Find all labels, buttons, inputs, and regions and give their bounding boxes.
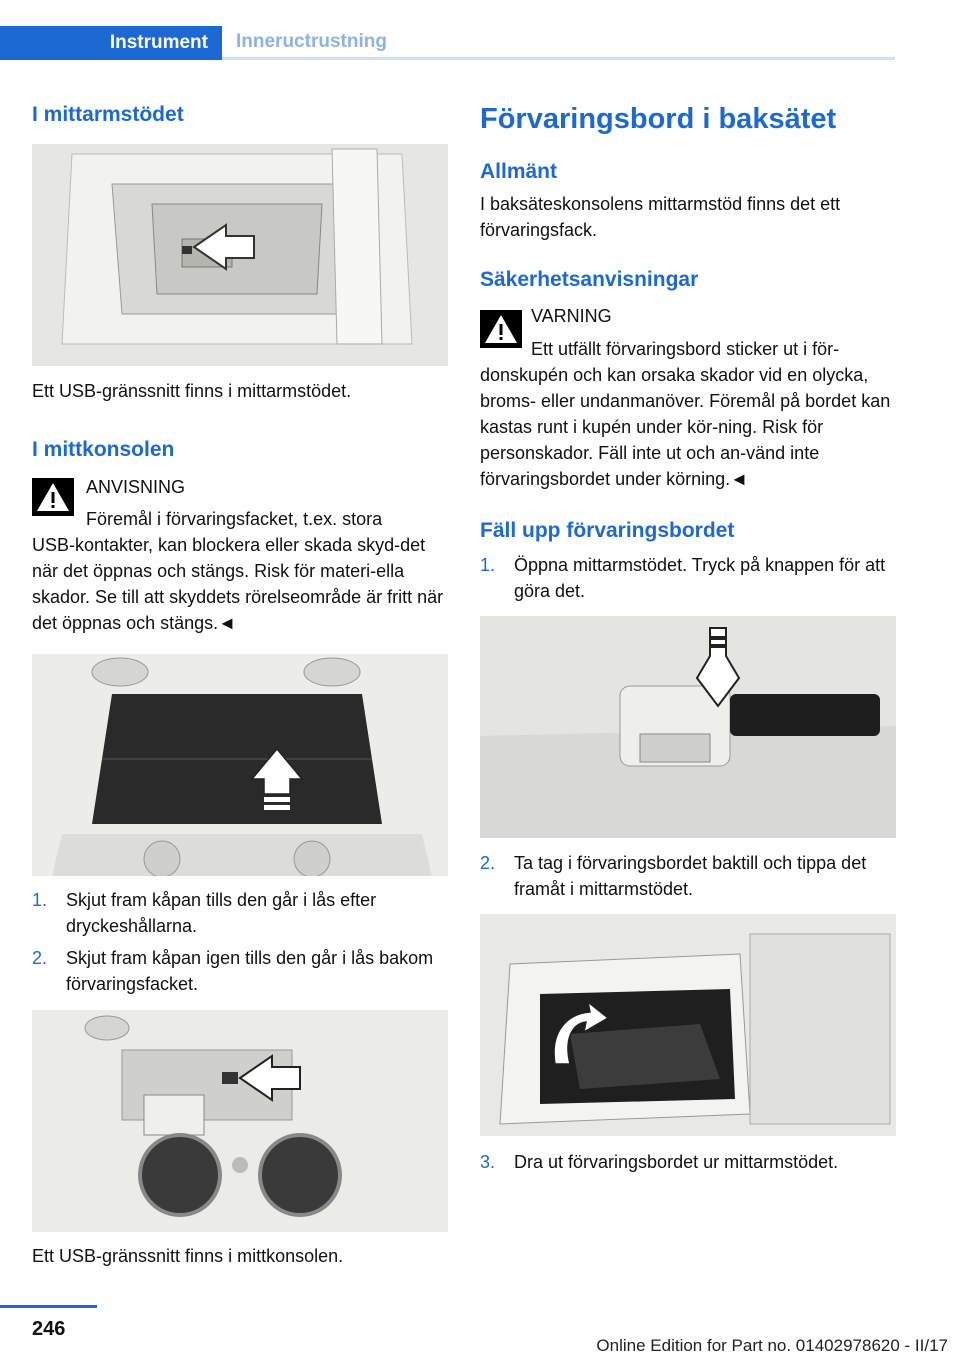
tab-instrument[interactable]: Instrument — [0, 26, 222, 60]
step-number: 1. — [32, 890, 48, 910]
caption-armrest: Ett USB-gränssnitt finns i mittarmstödet. — [32, 381, 352, 401]
warning-text: donskupén och kan orsaka skador vid en olycka, broms- eller undanmanöver. Föremål på bordet kan kastas runt i kupén under kör-ning. Risk för personskador. Fäll inte ut och an-vänd inte förvaringsbordet under körning.◄ — [480, 365, 891, 489]
armrest-storage-figure — [32, 144, 448, 366]
step-text: Ta tag i förvaringsbordet baktill och tippa det framåt i mittarmstödet. — [514, 853, 867, 899]
tray-tilt-figure — [480, 914, 896, 1136]
rear-armrest-figure — [480, 616, 896, 838]
step-text: Dra ut förvaringsbordet ur mittarmstödet. — [514, 1152, 839, 1172]
warning-line1: Ett utfällt förvaringsbord sticker ut i för- — [531, 339, 840, 359]
heading-allmant: Allmänt — [480, 160, 558, 183]
heading-sakerhetsanvisningar: Säkerhetsanvisningar — [480, 268, 699, 291]
cupholder-figure — [32, 1010, 448, 1232]
warning-triangle-icon — [480, 310, 522, 348]
heading-mittarmstodet: I mittarmstödet — [32, 103, 184, 126]
step-number: 2. — [32, 948, 48, 968]
heading-mittkonsolen: I mittkonsolen — [32, 438, 175, 461]
console-cover-figure — [32, 654, 448, 876]
step-number: 1. — [480, 555, 496, 575]
warning-triangle-icon — [32, 478, 74, 516]
heading-fall-upp: Fäll upp förvaringsbordet — [480, 519, 735, 542]
tab-innerutrustning[interactable]: Inneructrustning — [222, 26, 895, 60]
step-number: 2. — [480, 853, 496, 873]
caption-console: Ett USB-gränssnitt finns i mittkonsolen. — [32, 1246, 344, 1266]
step-number: 3. — [480, 1152, 496, 1172]
section-title: Förvaringsbord i baksätet — [480, 103, 837, 135]
general-text: I baksäteskonsolens mittarmstöd finns det ett förvaringsfack. — [480, 194, 841, 240]
page-number: 246 — [32, 1318, 66, 1340]
step-text: Skjut fram kåpan tills den går i lås efter dryckeshållarna. — [66, 890, 377, 936]
warning-label: VARNING — [531, 306, 612, 326]
page-number-rule — [0, 1305, 97, 1308]
edition-footer: Online Edition for Part no. 01402978620 - II/17 — [596, 1336, 948, 1355]
step-text: Öppna mittarmstödet. Tryck på knappen för att göra det. — [514, 555, 886, 601]
notice-text: USB-kontakter, kan blockera eller skada skyd-det när det öppnas och stängs. Risk för materi-ella skador. Se till att skyddets rörelseområde är fritt när det öppnas och stängs.◄ — [32, 535, 444, 633]
header-tabs — [0, 26, 895, 60]
notice-label: ANVISNING — [86, 477, 186, 497]
notice-line1: Föremål i förvaringsfacket, t.ex. stora — [86, 509, 383, 529]
step-text: Skjut fram kåpan igen tills den går i lås bakom förvaringsfacket. — [66, 948, 434, 994]
